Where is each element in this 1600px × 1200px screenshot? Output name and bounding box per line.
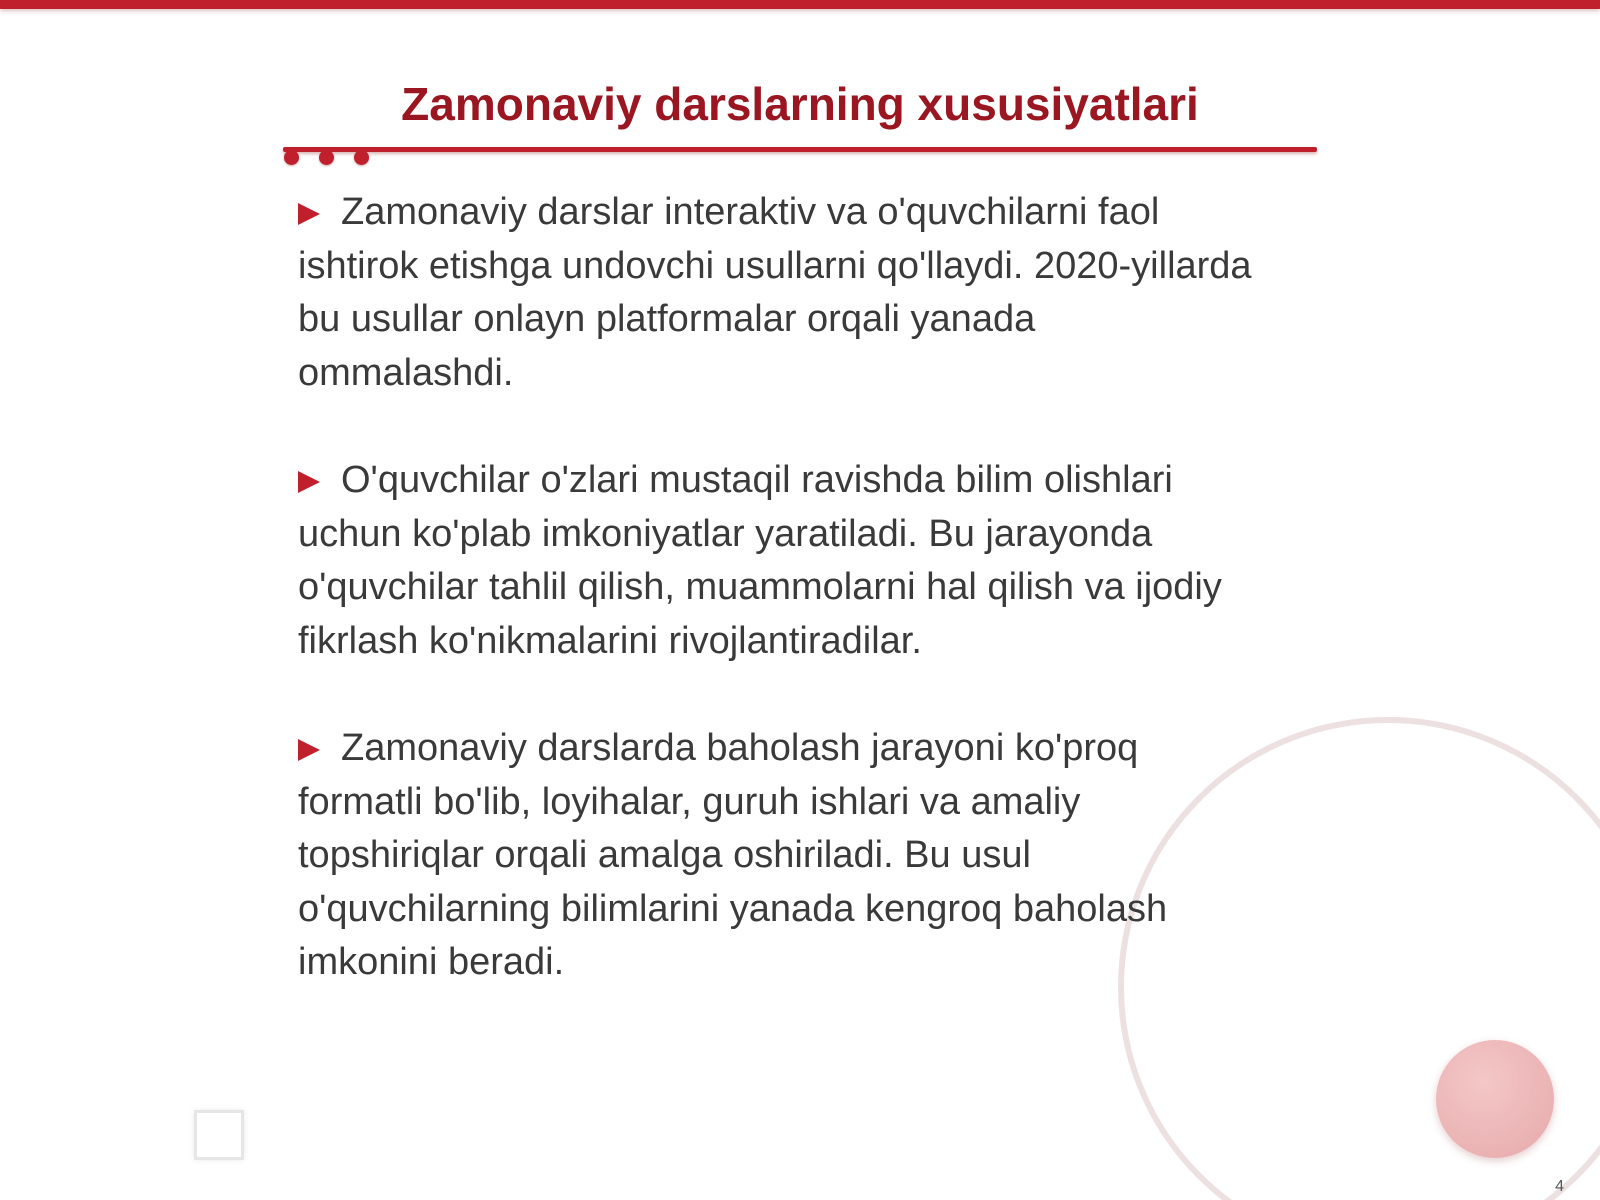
bullet-text: Zamonaviy darslarda baholash jarayoni ko'proq formatli bo'lib, loyihalar, guruh ishlari va amaliy topshiriqlar orqali amalga oshiriladi. Bu usul o'quvchilarning bilimlarini yanada kengroq baholash imkonini beradi.	[298, 727, 1168, 983]
slide-title: Zamonaviy darslarning xususiyatlari	[401, 78, 1199, 130]
bullet-text: O'quvchilar o'zlari mustaqil ravishda bilim olishlari uchun ko'plab imkoniyatlar yaratiladi. Bu jarayonda o'quvchilar tahlil qilish, muammolarni hal qilish va ijodiy fikrlash ko'nikmalarini rivojlantiradilar.	[298, 459, 1222, 662]
triangle-bullet-icon	[298, 203, 320, 225]
triangle-bullet-icon	[298, 471, 320, 493]
title-underline	[283, 147, 1317, 152]
decorative-dot	[319, 150, 334, 165]
page-number: 4	[1555, 1178, 1564, 1195]
top-accent-bar	[0, 0, 1600, 9]
decorative-square	[194, 1110, 244, 1160]
bullet-list	[298, 186, 1258, 1044]
triangle-bullet-icon	[298, 739, 320, 761]
bullet-text: Zamonaviy darslar interaktiv va o'quvchilarni faol ishtirok etishga undovchi usullarni qo'llaydi. 2020-yillarda bu usullar onlayn platformalar orqali yanada ommalashdi.	[298, 191, 1252, 394]
bullet-item	[298, 186, 1258, 400]
bullet-item	[298, 454, 1258, 668]
decorative-dot	[284, 150, 299, 165]
decorative-dot	[354, 150, 369, 165]
bullet-item	[298, 722, 1258, 990]
decorative-circle	[1436, 1040, 1554, 1158]
